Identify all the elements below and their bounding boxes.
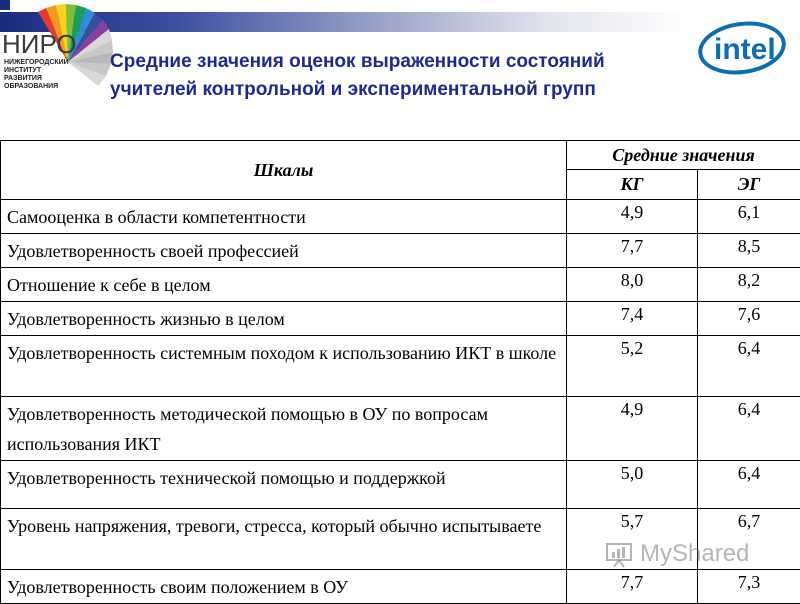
row-eg: 7,6 xyxy=(698,302,800,336)
table-row xyxy=(1,397,800,461)
table-row xyxy=(1,509,800,570)
table-row xyxy=(1,302,800,336)
row-label: Удовлетворенность своим положением в ОУ xyxy=(1,570,567,604)
results-table-wrap xyxy=(0,140,800,604)
results-table xyxy=(0,140,800,604)
logo-subtitle-line: ИНСТИТУТ xyxy=(4,67,74,75)
table-row xyxy=(1,570,800,604)
row-kg: 4,9 xyxy=(567,397,698,461)
logo-name: НИРО xyxy=(2,31,76,57)
row-kg: 5,0 xyxy=(567,461,698,509)
row-eg: 7,3 xyxy=(698,570,800,604)
table-row xyxy=(1,234,800,268)
row-kg: 5,7 xyxy=(567,509,698,570)
table-row xyxy=(1,461,800,509)
niro-logo xyxy=(0,0,118,100)
table-row xyxy=(1,268,800,302)
row-kg: 8,0 xyxy=(567,268,698,302)
watermark-text: MyShared xyxy=(640,540,749,568)
row-eg: 6,4 xyxy=(698,461,800,509)
header-eg: ЭГ xyxy=(698,170,800,200)
header-kg: КГ xyxy=(567,170,698,200)
row-label: Удовлетворенность методической помощью в ОУ по вопросам использования ИКТ xyxy=(1,397,567,461)
row-eg: 8,5 xyxy=(698,234,800,268)
logo-subtitle xyxy=(4,59,74,91)
row-label: Уровень напряжения, тревоги, стресса, который обычно испытываете xyxy=(1,509,567,570)
title-line-2: учителей контрольной и экспериментальной групп xyxy=(110,76,682,104)
row-eg: 6,4 xyxy=(698,397,800,461)
row-eg: 8,2 xyxy=(698,268,800,302)
intel-logo-text: intel xyxy=(714,33,776,66)
row-kg: 7,7 xyxy=(567,234,698,268)
header-scales: Шкалы xyxy=(1,141,567,200)
row-label: Удовлетворенность жизнью в целом xyxy=(1,302,567,336)
intel-logo xyxy=(696,18,790,78)
row-label: Отношение к себе в целом xyxy=(1,268,567,302)
table-row xyxy=(1,336,800,397)
header-means: Средние значения xyxy=(567,141,800,170)
row-kg: 7,7 xyxy=(567,570,698,604)
logo-subtitle-line: НИЖЕГОРОДСКИЙ xyxy=(4,59,74,67)
row-label: Удовлетворенность технической помощью и поддержкой xyxy=(1,461,567,509)
page-title xyxy=(110,48,682,104)
title-line-1: Средние значения оценок выраженности состояний xyxy=(110,48,682,76)
row-label: Удовлетворенность своей профессией xyxy=(1,234,567,268)
row-label: Самооценка в области компетентности xyxy=(1,200,567,234)
row-label: Удовлетворенность системным походом к использованию ИКТ в школе xyxy=(1,336,567,397)
table-row xyxy=(1,200,800,234)
logo-subtitle-line: РАЗВИТИЯ xyxy=(4,75,74,83)
row-eg: 6,7 xyxy=(698,509,800,570)
row-kg: 5,2 xyxy=(567,336,698,397)
row-eg: 6,1 xyxy=(698,200,800,234)
row-kg: 4,9 xyxy=(567,200,698,234)
row-kg: 7,4 xyxy=(567,302,698,336)
logo-subtitle-line: ОБРАЗОВАНИЯ xyxy=(4,83,74,91)
row-eg: 6,4 xyxy=(698,336,800,397)
